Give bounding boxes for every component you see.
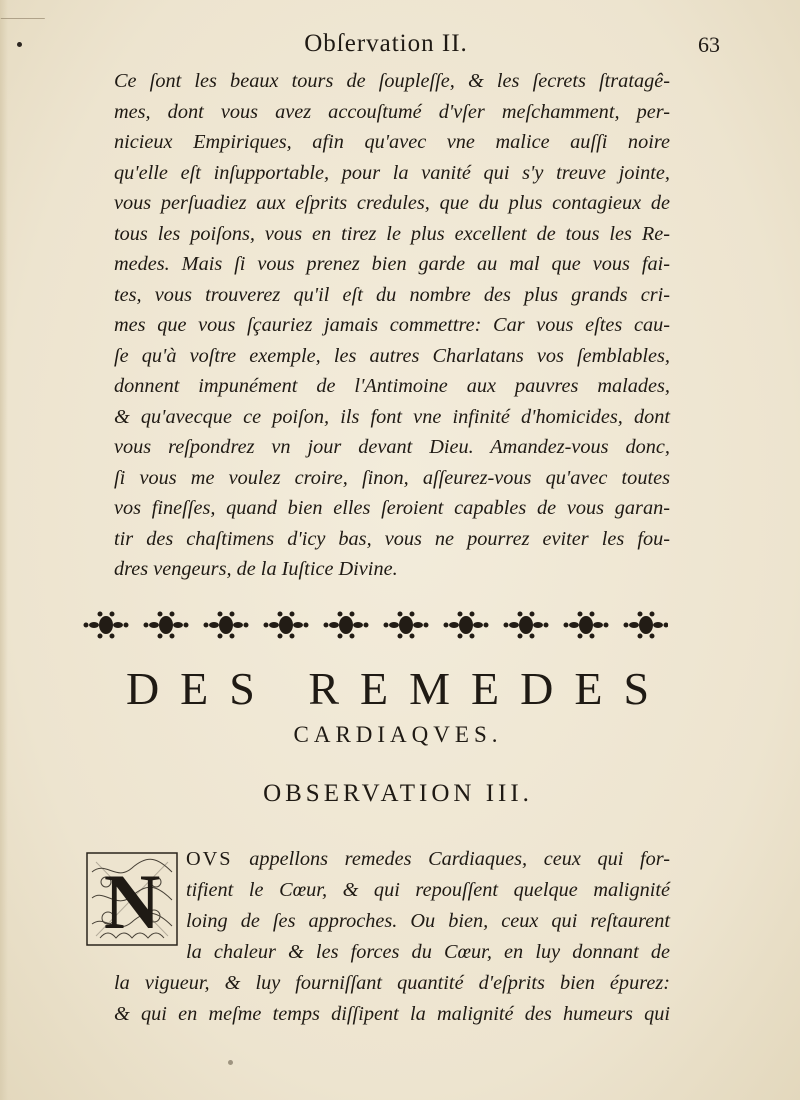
fleuron-icon bbox=[564, 612, 609, 639]
body-line: mes que vous ſçauriez jamais commettre: Car vous eſtes cau- bbox=[114, 314, 670, 336]
ornamental-divider bbox=[82, 608, 668, 642]
corner-fold-mark bbox=[1, 0, 56, 19]
fleuron-icon bbox=[504, 612, 549, 639]
ink-spot bbox=[228, 1060, 233, 1065]
intro-line-text: loing de ſes approches. Ou bien, ceux qui reſtaurent bbox=[186, 910, 670, 932]
first-word-caps: OVS bbox=[186, 848, 233, 870]
body-paragraph bbox=[114, 66, 670, 585]
body-line: qu'elle eſt inſupportable, pour la vanité qui s'y treuve jointe, bbox=[114, 161, 670, 184]
body-line: vos fineſſes, quand bien elles ſeroient capables de vous garan- bbox=[114, 497, 670, 519]
body-line: ſi vous me voulez croire, ſinon, aſſeurez-vous qu'avec toutes bbox=[114, 466, 670, 489]
fleuron-icon bbox=[204, 612, 249, 639]
fleuron-icon bbox=[384, 612, 429, 639]
intro-line-text: la chaleur & les forces du Cœur, en luy donnant de bbox=[186, 941, 670, 963]
fleuron-icon bbox=[84, 612, 129, 639]
observation-continued bbox=[114, 968, 670, 1030]
body-line: medes. Mais ſi vous prenez bien garde au mal que vous fai- bbox=[114, 253, 670, 275]
running-head: Obſervation II. bbox=[304, 30, 468, 57]
body-line: ſe qu'à voſtre exemple, les autres Charlatans vos ſemblables, bbox=[114, 344, 670, 367]
section-title: DES REMEDES bbox=[125, 663, 671, 714]
continued-line: & qui en meſme temps diſſipent la malignité des humeurs qui bbox=[114, 1003, 670, 1025]
body-line: nicieux Empiriques, afin qu'avec vne malice auſſi noire bbox=[114, 131, 670, 153]
fleuron-icon bbox=[444, 612, 489, 639]
section-subtitle: CARDIAQVES. bbox=[293, 722, 503, 747]
body-line: dres vengeurs, de la Iuſtice Divine. bbox=[114, 558, 398, 580]
continued-line: la vigueur, & luy fourniſſant quantité d'eſprits bien épurez: bbox=[114, 972, 670, 994]
body-line: tes, vous trouverez qu'il eſt du nombre des plus grands cri- bbox=[114, 283, 670, 306]
intro-line bbox=[186, 875, 670, 906]
observation-heading: OBSERVATION III. bbox=[263, 780, 533, 807]
fleuron-icon bbox=[144, 612, 189, 639]
body-line: Ce ſont les beaux tours de ſoupleſſe, & les ſecrets ſtratagê- bbox=[114, 70, 670, 92]
body-line: & qu'avecque ce poiſon, ils font vne infinité d'homicides, dont bbox=[114, 405, 670, 428]
intro-line bbox=[186, 906, 670, 937]
observation-intro bbox=[186, 844, 670, 968]
fleuron-icon bbox=[624, 612, 669, 639]
page-edge-shadow bbox=[0, 0, 8, 1100]
intro-line bbox=[186, 844, 670, 875]
page-header bbox=[110, 30, 720, 64]
intro-line-text: tifient le Cœur, & qui repouſſent quelque malignité bbox=[186, 879, 670, 901]
fleuron-icon bbox=[324, 612, 369, 639]
intro-line-text: appellons remedes Cardiaques, ceux qui for- bbox=[249, 848, 671, 870]
body-line: vous reſpondrez vn jour devant Dieu. Amandez-vous donc, bbox=[114, 436, 670, 458]
body-line: mes, dont vous avez accouſtumé d'vſer meſchamment, per- bbox=[114, 100, 670, 123]
body-line: vous perſuadiez aux eſprits credules, que du plus contagieux de bbox=[114, 192, 670, 214]
dropcap-letter: N bbox=[103, 858, 161, 945]
body-line: tous les poiſons, vous en tirez le plus excellent de tous les Re- bbox=[114, 222, 670, 245]
fleuron-icon bbox=[264, 612, 309, 639]
intro-line bbox=[186, 937, 670, 968]
body-line: donnent impunément de l'Antimoine aux pauvres malades, bbox=[114, 375, 670, 397]
page-number: 63 bbox=[698, 32, 720, 57]
body-line: tir des chaſtimens d'icy bas, vous ne pourrez eviter les fou- bbox=[114, 527, 670, 550]
decorated-initial-n-icon bbox=[86, 852, 178, 946]
margin-dot bbox=[17, 42, 22, 47]
